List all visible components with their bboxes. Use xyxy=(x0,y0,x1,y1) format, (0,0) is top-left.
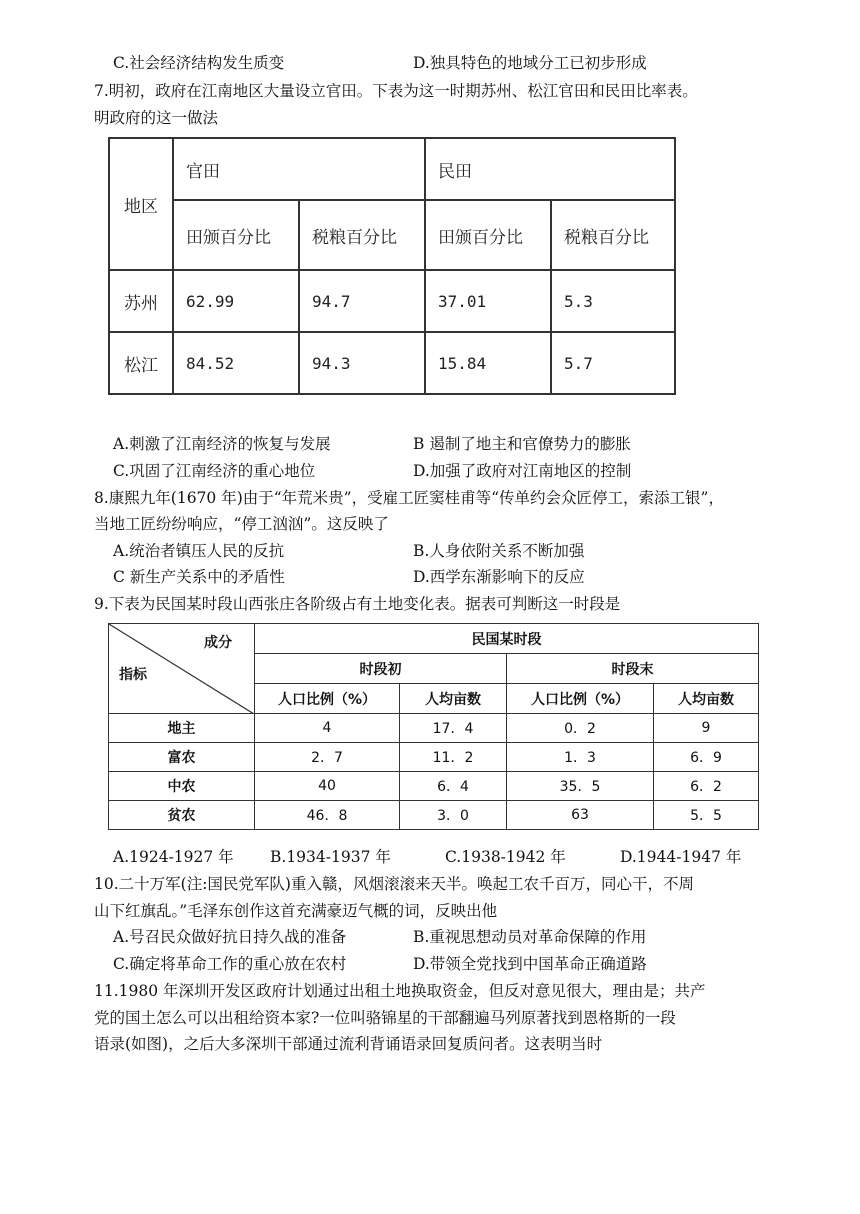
q9-cell: 2．7 xyxy=(255,743,400,772)
q7-subheader: 田颁百分比 xyxy=(425,200,551,270)
q7-cell: 37.01 xyxy=(425,270,551,332)
q6-option-d: D.独具特色的地域分工已初步形成 xyxy=(413,54,647,72)
q11-stem-line2: 党的国土怎么可以出租给资本家?一位叫骆锦星的干部翻遍马列原著找到恩格斯的一段 xyxy=(94,1009,676,1027)
q7-cell: 5.3 xyxy=(551,270,675,332)
q10-option-a: A.号召民众做好抗日持久战的准备 xyxy=(113,928,347,946)
q7-subheader: 税粮百分比 xyxy=(299,200,425,270)
q9-cell: 6．2 xyxy=(654,772,759,801)
q9-subheader: 人口比例（%） xyxy=(507,684,654,714)
q7-option-d: D.加强了政府对江南地区的控制 xyxy=(413,462,632,480)
q9-option-a: A.1924-1927 年 xyxy=(113,848,234,866)
q7-row-region: 苏州 xyxy=(109,270,173,332)
q9-corner-cell xyxy=(109,624,255,714)
q10-stem-line2: 山下红旗乱。”毛泽东创作这首充满豪迈气概的词，反映出他 xyxy=(94,902,498,920)
q9-cell: 6．4 xyxy=(400,772,507,801)
q9-row-class: 地主 xyxy=(109,714,255,743)
q10-stem-line1: 10.二十万军(注:国民党军队)重入赣，风烟滚滚来天半。唤起工农千百万，同心干，不周 xyxy=(94,875,694,893)
q7-option-a: A.刺激了江南经济的恢复与发展 xyxy=(113,435,331,453)
q9-cell: 35．5 xyxy=(507,772,654,801)
q8-option-d: D.西学东渐影响下的反应 xyxy=(413,568,585,586)
q10-option-b: B.重视思想动员对革命保障的作用 xyxy=(413,928,647,946)
q9-cell: 40 xyxy=(255,772,400,801)
q7-stem-line1: 7.明初，政府在江南地区大量设立官田。下表为这一时期苏州、松江官田和民田比率表。 xyxy=(94,82,698,100)
q9-cell: 46．8 xyxy=(255,801,400,830)
q9-cell: 63 xyxy=(507,801,654,830)
q9-option-c: C.1938-1942 年 xyxy=(445,848,566,866)
q7-cell: 5.7 xyxy=(551,332,675,394)
q6-option-c: C.社会经济结构发生质变 xyxy=(113,54,285,72)
q9-cell: 1．3 xyxy=(507,743,654,772)
q9-subheader: 人均亩数 xyxy=(654,684,759,714)
q9-start-header: 时段初 xyxy=(255,654,507,684)
q9-row-class: 中农 xyxy=(109,772,255,801)
q7-cell: 94.7 xyxy=(299,270,425,332)
q9-cell: 5．5 xyxy=(654,801,759,830)
q7-option-c: C.巩固了江南经济的重心地位 xyxy=(113,462,316,480)
q9-cell: 4 xyxy=(255,714,400,743)
q7-mintian-header: 民田 xyxy=(425,138,675,200)
q8-option-b: B.人身依附关系不断加强 xyxy=(413,542,585,560)
q7-table xyxy=(108,137,676,395)
q7-stem-line2: 明政府的这一做法 xyxy=(94,109,219,127)
q7-cell: 84.52 xyxy=(173,332,299,394)
q9-cell: 6．9 xyxy=(654,743,759,772)
q7-guantian-header: 官田 xyxy=(173,138,425,200)
q7-region-header: 地区 xyxy=(109,138,173,270)
q9-corner-bottom: 指标 xyxy=(119,667,147,683)
q9-cell: 17．4 xyxy=(400,714,507,743)
q9-table xyxy=(108,623,759,830)
q9-subheader: 人口比例（%） xyxy=(255,684,400,714)
q9-row-class: 贫农 xyxy=(109,801,255,830)
q7-subheader: 税粮百分比 xyxy=(551,200,675,270)
q9-cell: 11．2 xyxy=(400,743,507,772)
q8-stem-line2: 当地工匠纷纷响应，“停工汹汹”。这反映了 xyxy=(94,515,389,533)
q9-option-b: B.1934-1937 年 xyxy=(270,848,391,866)
q7-cell: 62.99 xyxy=(173,270,299,332)
q11-stem-line3: 语录(如图)，之后大多深圳干部通过流利背诵语录回复质问者。这表明当时 xyxy=(94,1035,603,1053)
q8-stem-line1: 8.康熙九年(1670 年)由于“年荒米贵”，受雇工匠窦桂甫等“传单约会众匠停工，索添工银”， xyxy=(94,489,724,507)
q9-period-header: 民国某时段 xyxy=(255,624,759,654)
q11-stem-line1: 11.1980 年深圳开发区政府计划通过出租土地换取资金，但反对意见很大，理由是；共产 xyxy=(94,982,706,1000)
q9-cell: 0．2 xyxy=(507,714,654,743)
q7-cell: 15.84 xyxy=(425,332,551,394)
q7-cell: 94.3 xyxy=(299,332,425,394)
q9-stem: 9.下表为民国某时段山西张庄各阶级占有土地变化表。据表可判断这一时段是 xyxy=(94,595,621,613)
q7-row-region: 松江 xyxy=(109,332,173,394)
q9-option-d: D.1944-1947 年 xyxy=(620,848,742,866)
q10-option-c: C.确定将革命工作的重心放在农村 xyxy=(113,955,347,973)
q9-corner-top: 成分 xyxy=(204,635,232,651)
q8-option-c: C 新生产关系中的矛盾性 xyxy=(113,568,285,586)
q7-option-b: B 遏制了地主和官僚势力的膨胀 xyxy=(413,435,631,453)
q8-option-a: A.统治者镇压人民的反抗 xyxy=(113,542,285,560)
q9-cell: 3．0 xyxy=(400,801,507,830)
q9-subheader: 人均亩数 xyxy=(400,684,507,714)
q9-end-header: 时段末 xyxy=(507,654,759,684)
q7-subheader: 田颁百分比 xyxy=(173,200,299,270)
q10-option-d: D.带领全党找到中国革命正确道路 xyxy=(413,955,647,973)
q9-row-class: 富农 xyxy=(109,743,255,772)
q9-cell: 9 xyxy=(654,714,759,743)
